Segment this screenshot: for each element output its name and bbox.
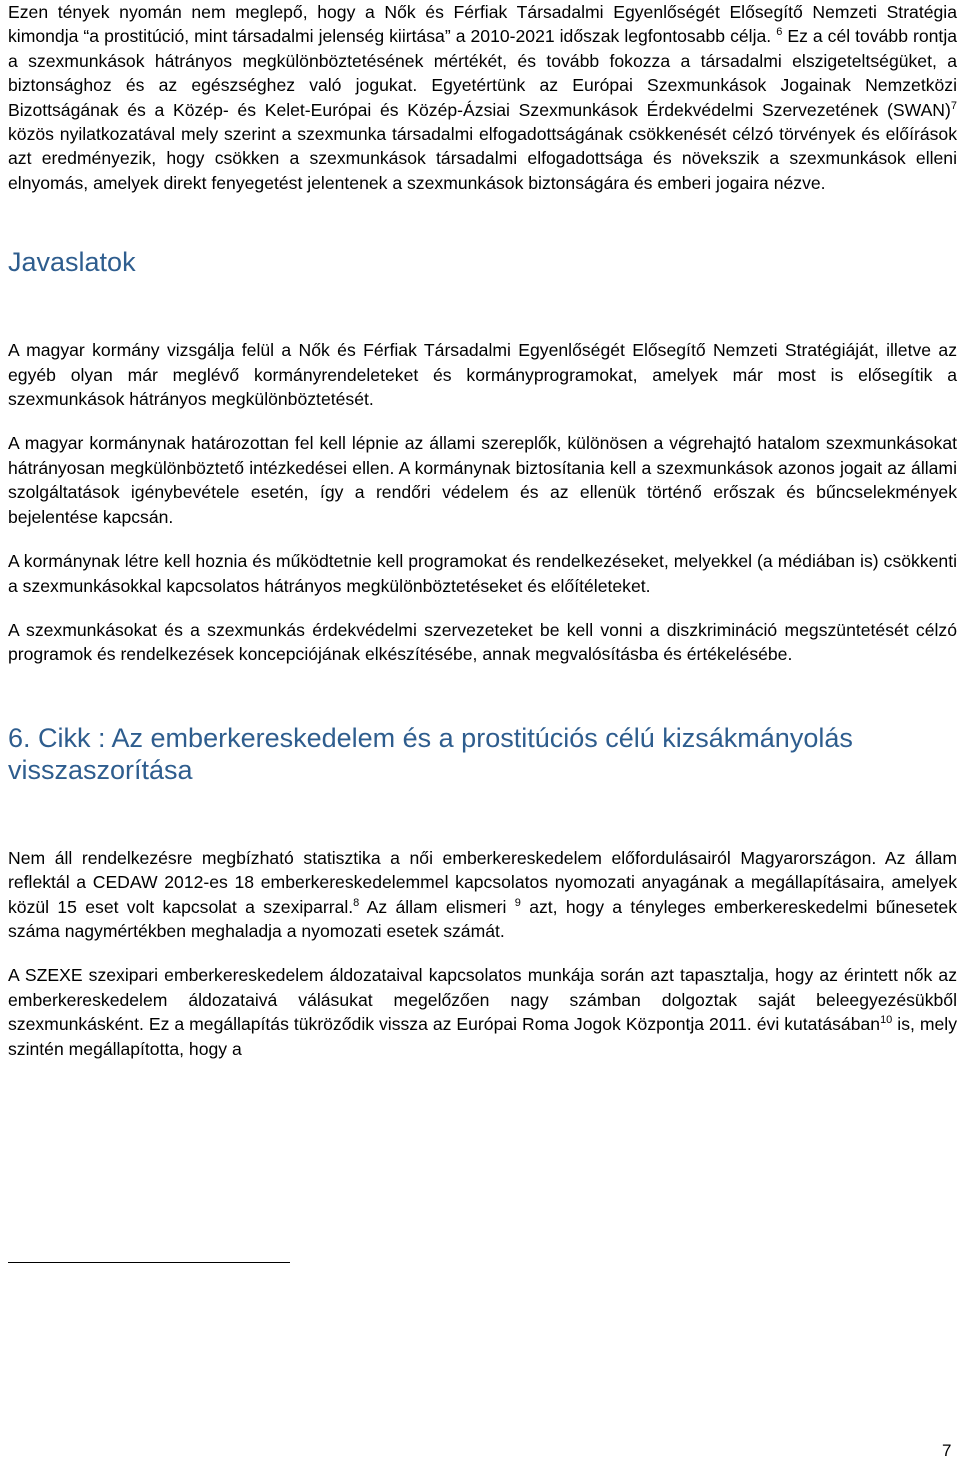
paragraph-text: Ezen tények nyomán nem meglepő, hogy a Nők és Férfiak Társadalmi Egyenlőségét Elősegítő Nemzeti Stratégia kimondja “a prostitúció, mint társadalmi jelenség kiirtása” a 2010-2021 időszak legfontosabb célja.: [8, 2, 957, 47]
document-page: [8, 0, 957, 1061]
paragraph-text: közös nyilatkozatával mely szerint a szexmunka társadalmi elfogadottságának csökkenését célzó törvények és előírások azt eredményezik, hogy csökken a szexmunkások társadalmi elfogadottsága és növekszik a szexmunkások elleni elnyomás, amelyek direkt fenyegetést jelentenek a szexmunkások biztonságára és emberi jogaira nézve.: [8, 124, 957, 193]
footnote-ref-9[interactable]: 9: [514, 896, 521, 909]
footnote-ref-8[interactable]: 8: [353, 896, 360, 909]
paragraph-text: is, mely szintén megállapította, hogy a: [8, 1014, 957, 1059]
paragraph-text: Az állam elismeri: [366, 896, 507, 917]
section-heading-article-6: 6. Cikk : Az emberkereskedelem és a prostitúciós célú kizsákmányolás visszaszorítása: [8, 722, 853, 785]
paragraph-text: Ez a cél tovább rontja a szexmunkások hátrányos megkülönböztetésének mértékét, és tovább fokozza a társadalmi elszigeteltségüket, a biztonsághoz és az egészséghez való jogukat. Egyetértünk az Európai Szexmunkások Jogainak Nemzetközi Bizottságának és a Közép- és Kelet-Európai és Közép-Ázsiai Szexmunkások Érdekvédelmi Szervezetének (SWAN): [8, 26, 958, 120]
paragraph-trafficking-statistics: [8, 846, 957, 944]
paragraph-text: Nem áll rendelkezésre megbízható statisztika a női emberkereskedelem előfordulásairól Magyarországon. Az állam reflektál a CEDAW 2012-es 18 emberkereskedelemmel kapcsolatos nyomozati anyagának a megállapításaira, amelyek közül 15 eset volt kapcsolat a szexiparral.: [8, 847, 957, 917]
paragraph-szexe-findings: [8, 963, 957, 1061]
page-number: 7: [942, 1441, 952, 1460]
footnote-ref-10[interactable]: 10: [880, 1014, 893, 1027]
paragraph-strategy-context: [8, 0, 957, 195]
footnote-ref-6[interactable]: 6: [776, 26, 783, 39]
paragraph-recommendation-3: A kormánynak létre kell hoznia és működtetnie kell programokat és rendelkezéseket, melyekkel (a médiában is) csökkenti a szexmunkásokkal kapcsolatos hátrányos megkülönböztetéseket és előítéleteket.: [8, 551, 957, 596]
paragraph-text: A SZEXE szexipari emberkereskedelem áldozataival kapcsolatos munkája során azt tapasztalja, hogy az érintett nők az emberkereskedelem áldozataivá válásukat megelőzően nagy számban dolgoztak saját beleegyezésükből szexmunkásként. Ez a megállapítás tükröződik vissza az Európai Roma Jogok Központja 2011. évi kutatásában: [8, 965, 957, 1035]
footnote-ref-7[interactable]: 7: [950, 99, 957, 112]
footnote-separator: [8, 1262, 290, 1263]
section-heading-recommendations: Javaslatok: [8, 247, 136, 278]
paragraph-recommendation-2: A magyar kormánynak határozottan fel kell lépnie az állami szereplők, különösen a végrehajtó hatalom szexmunkásokat hátrányosan megkülönböztető intézkedései ellen. A kormánynak biztosítania kell a szexmunkások azonos jogait az állami szolgáltatások igénybevétele esetén, így a rendőri védelem és az ellenük történő erőszak és bűncselekmények bejelentése kapcsán.: [8, 433, 957, 527]
paragraph-recommendation-4: A szexmunkásokat és a szexmunkás érdekvédelmi szervezeteket be kell vonni a diszkrimináció megszüntetését célzó programok és rendelkezések koncepciójának elkészítésébe, annak megvalósításba és értékelésébe.: [8, 619, 957, 665]
paragraph-text: azt, hogy a tényleges emberkereskedelmi bűnesetek száma nagymértékben meghaladja a nyomozati esetek számát.: [8, 896, 958, 941]
paragraph-recommendation-1: A magyar kormány vizsgálja felül a Nők és Férfiak Társadalmi Egyenlőségét Elősegítő Nemzeti Stratégiáját, illetve az egyéb olyan már meglévő kormányrendeleteket és kormányprogramokat, amelyek már most is elősegítik a szexmunkások hátrányos megkülönböztetését.: [8, 340, 957, 410]
